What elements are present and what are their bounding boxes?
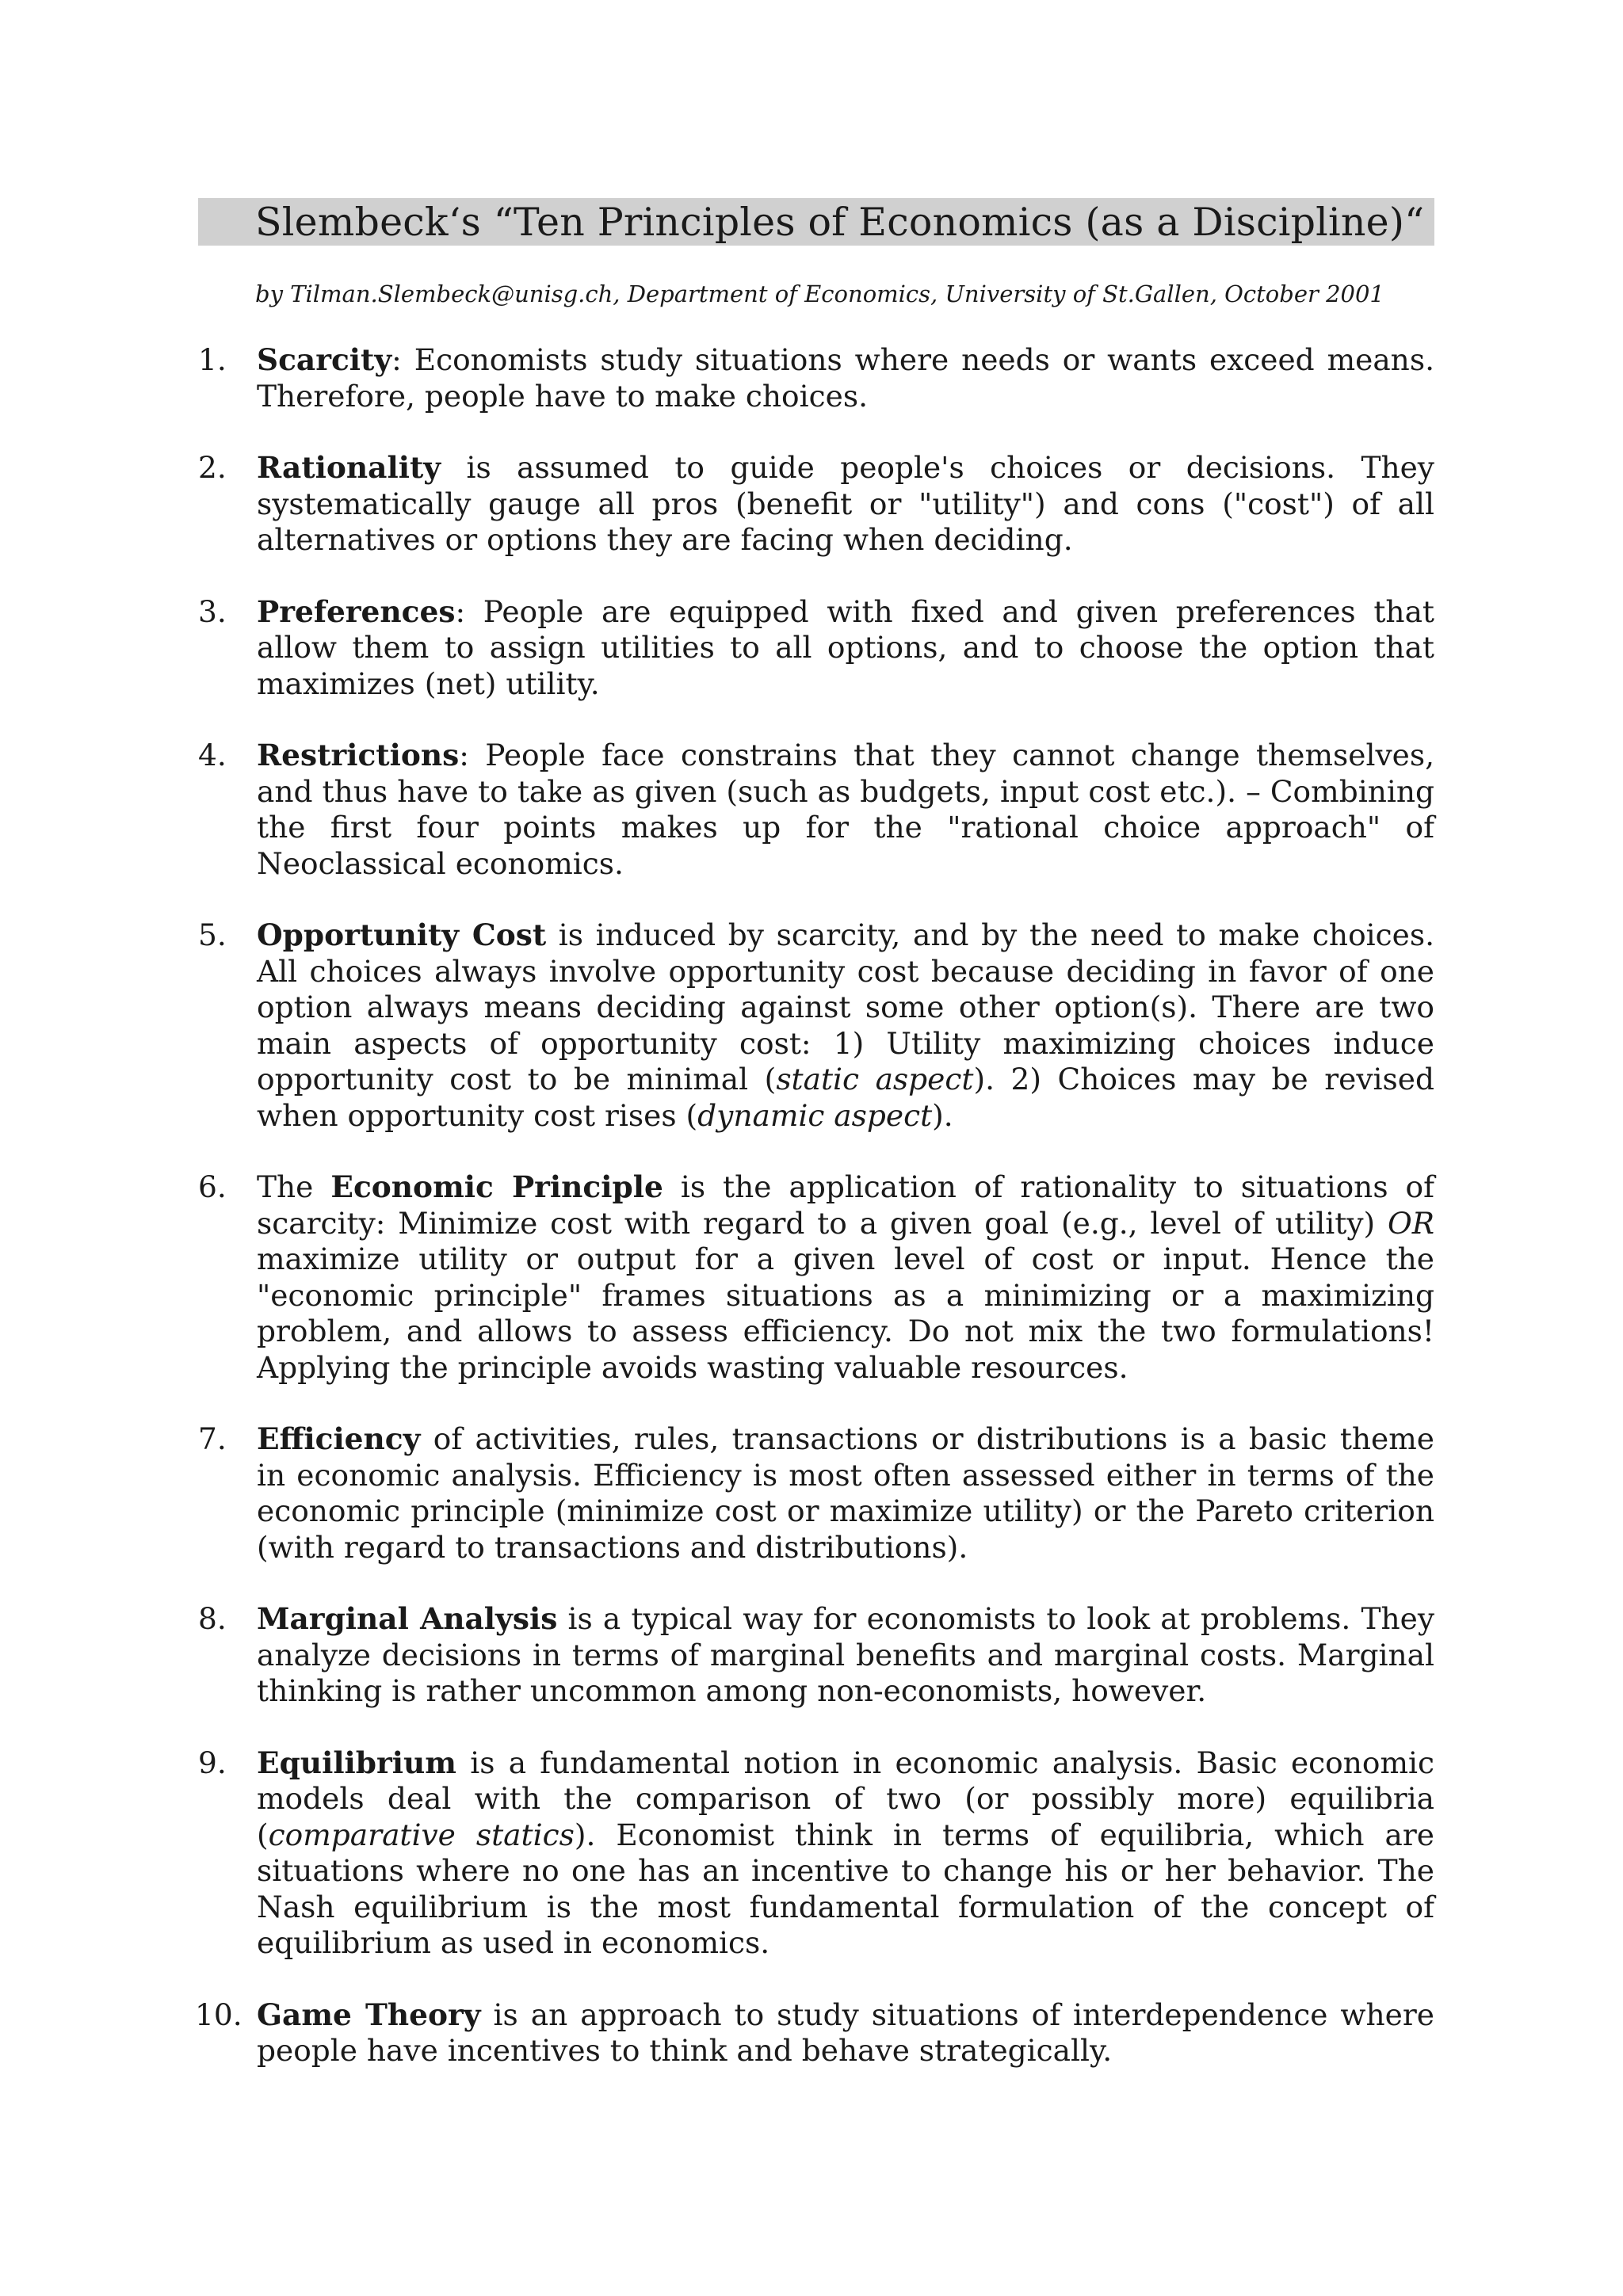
principle-item-5 xyxy=(198,917,1434,1134)
principle-number: 5. xyxy=(198,917,227,952)
principle-number: 4. xyxy=(198,738,227,772)
principle-text-end: ). xyxy=(932,1097,953,1133)
principle-term: Scarcity xyxy=(257,342,392,377)
principle-term: Equilibrium xyxy=(257,1745,456,1780)
principle-number: 8. xyxy=(198,1601,227,1636)
principle-text-continued: maximize utility or output for a given level of cost or input. Hence the "economic principle" frames situations as a minimizing or a maximizing problem, and allows to assess efficiency. Do not mix the two formulations! Applying the principle avoids wasting valuable resources. xyxy=(257,1241,1434,1385)
principle-term: Marginal Analysis xyxy=(257,1601,558,1636)
principle-prefix: The xyxy=(257,1169,331,1204)
principle-text: is a fundamental notion in economic analysis. Basic economic models deal with the comparison of two (or possibly more) equilibria ( xyxy=(257,1745,1434,1852)
principle-item-9 xyxy=(198,1745,1434,1962)
principle-number: 1. xyxy=(198,342,227,377)
principle-text: of activities, rules, transactions or distributions is a basic theme in economic analysis. Efficiency is most often assessed either in terms of the economic principle (minimize cost or maximize utility) or the Pareto criterion (with regard to transactions and distributions). xyxy=(257,1421,1434,1565)
document-page xyxy=(195,198,1435,2105)
principle-term: Game Theory xyxy=(257,1997,481,2032)
principle-text-continued: ). 2) Choices may be revised when opportunity cost rises ( xyxy=(257,1062,1434,1133)
principle-number: 6. xyxy=(198,1169,227,1204)
principle-item-8 xyxy=(198,1601,1434,1710)
principle-number: 9. xyxy=(198,1745,227,1780)
principles-list xyxy=(195,342,1435,2069)
principle-text: is the application of rationality to situations of scarcity: Minimize cost with regard to a given goal (e.g., level of utility) xyxy=(257,1169,1435,1241)
principle-item-2 xyxy=(198,450,1434,559)
principle-emphasis: static aspect xyxy=(776,1062,974,1097)
principle-emphasis: dynamic aspect xyxy=(697,1097,933,1133)
principle-term: Rationality xyxy=(257,450,441,485)
principle-number: 7. xyxy=(198,1421,227,1456)
principle-term: Preferences xyxy=(257,593,456,629)
principle-number: 3. xyxy=(198,593,227,629)
principle-text: : Economists study situations where needs or wants exceed means. Therefore, people have to make choices. xyxy=(257,342,1434,414)
principle-text: : People are equipped with fixed and given preferences that allow them to assign utilities to all options, and to choose the option that maximizes (net) utility. xyxy=(257,593,1434,701)
principle-text: is induced by scarcity, and by the need to make choices. All choices always involve opportunity cost because deciding in favor of one option always means deciding against some other option(s). There are two main aspects of opportunity cost: 1) Utility maximizing choices induce opportunity cost to be minimal ( xyxy=(257,917,1434,1097)
principle-emphasis: OR xyxy=(1388,1205,1434,1241)
principle-item-10 xyxy=(195,1997,1434,2069)
principle-number: 2. xyxy=(198,450,227,485)
principle-item-4 xyxy=(198,738,1434,882)
principle-number: 10. xyxy=(195,1997,242,2032)
principle-item-1 xyxy=(198,342,1434,414)
principle-term: Economic Principle xyxy=(330,1169,663,1204)
principle-item-3 xyxy=(198,594,1434,703)
document-title: Slembeck‘s “Ten Principles of Economics (as a Discipline)“ xyxy=(255,199,1425,245)
principle-term: Restrictions xyxy=(257,738,460,772)
principle-item-7 xyxy=(198,1421,1434,1566)
principle-emphasis: comparative statics xyxy=(268,1817,575,1852)
principle-text: is a typical way for economists to look at problems. They analyze decisions in terms of marginal benefits and marginal costs. Marginal thinking is rather uncommon among non-economists, however. xyxy=(257,1601,1435,1708)
principle-term: Efficiency xyxy=(257,1421,421,1456)
principle-text: : People face constrains that they cannot change themselves, and thus have to take as given (such as budgets, input cost etc.). – Combining the first four points makes up for the "rational choice approach" of Neoclassical economics. xyxy=(257,738,1434,881)
principle-text-continued: ). Economist think in terms of equilibria, which are situations where no one has an incentive to change his or her behavior. The Nash equilibrium is the most fundamental formulation of the concept of equilibrium as used in economics. xyxy=(257,1817,1434,1960)
author-byline: by Tilman.Slembeck@unisg.ch, Department of Economics, University of St.Gallen, October 2001 xyxy=(255,280,1384,307)
principle-item-6 xyxy=(198,1169,1434,1386)
title-banner xyxy=(198,198,1434,246)
principle-term: Opportunity Cost xyxy=(257,917,547,952)
principle-text: is an approach to study situations of interdependence where people have incentives to think and behave strategically. xyxy=(257,1997,1434,2068)
principle-text: is assumed to guide people's choices or decisions. They systematically gauge all pros (benefit or "utility") and cons ("cost") of all alternatives or options they are facing when deciding. xyxy=(257,450,1434,557)
